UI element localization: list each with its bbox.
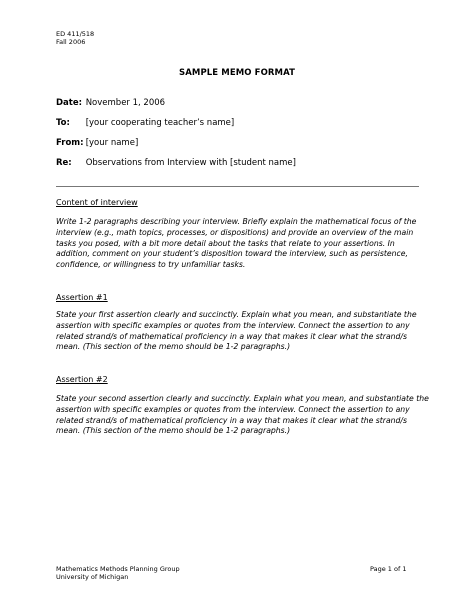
footer-org: [56, 565, 180, 581]
body-line: mean. (This section of the memo should be 1-2 paragraphs.): [56, 426, 291, 436]
body-line: Write 1-2 paragraphs describing your interview. Briefly explain the mathematical focus of the: [56, 217, 417, 226]
section-body-assertion-2: [56, 394, 429, 437]
body-line: State your second assertion clearly and succinctly. Explain what you mean, and substantiate the: [56, 394, 429, 403]
from-value: [your name]: [85, 138, 139, 148]
body-line: mean. (This section of the memo should be 1-2 paragraphs.): [56, 342, 291, 352]
to-value: [your cooperating teacher’s name]: [85, 118, 235, 128]
from-label: From:: [56, 138, 84, 148]
section-body-assertion-1: [56, 310, 424, 353]
footer-org-line-1: Mathematics Methods Planning Group: [56, 565, 180, 573]
page-title: SAMPLE MEMO FORMAT: [178, 68, 296, 78]
section-heading-assertion-2: Assertion #2: [56, 375, 108, 384]
re-label: Re:: [56, 158, 72, 168]
re-value: Observations from Interview with [student name]: [85, 158, 296, 168]
body-line: confidence, or willingness to try unfamiliar tasks.: [56, 260, 246, 270]
body-line: interview (e.g., math topics, processes, or dispositions) and provide an overview of the main: [56, 227, 414, 237]
body-line: tasks you posed, with a bit more detail about the tasks that relate to your assertions. In: [56, 238, 395, 248]
section-body-content: [56, 217, 424, 271]
footer-org-line-2: University of Michigan: [56, 573, 129, 581]
from-field: [56, 138, 138, 149]
section-heading-content: Content of interview: [56, 198, 138, 207]
body-line: assertion with specific examples or quotes from the interview. Connect the assertion to any: [56, 320, 410, 330]
divider: [56, 186, 419, 187]
to-label: To:: [56, 118, 70, 128]
body-line: State your first assertion clearly and succinctly. Explain what you mean, and substantiate the: [56, 310, 417, 319]
page-number: Page 1 of 1: [370, 565, 407, 573]
re-field: [56, 158, 296, 169]
date-field: [56, 98, 165, 109]
date-label: Date:: [56, 98, 83, 108]
body-line: related strand/s of mathematical proficiency in a way that makes it clear what the strand/s: [56, 331, 408, 341]
section-heading-assertion-1: Assertion #1: [56, 293, 108, 302]
body-line: assertion with specific examples or quotes from the interview. Connect the assertion to any: [56, 404, 410, 414]
body-line: addition, comment on your student’s disposition toward the interview, such as persistence,: [56, 249, 408, 259]
course-code: ED 411/518: [56, 30, 95, 38]
to-field: [56, 118, 234, 129]
body-line: related strand/s of mathematical proficiency in a way that makes it clear what the strand/s: [56, 415, 408, 425]
term: Fall 2006: [56, 38, 86, 46]
date-value: November 1, 2006: [85, 98, 166, 108]
